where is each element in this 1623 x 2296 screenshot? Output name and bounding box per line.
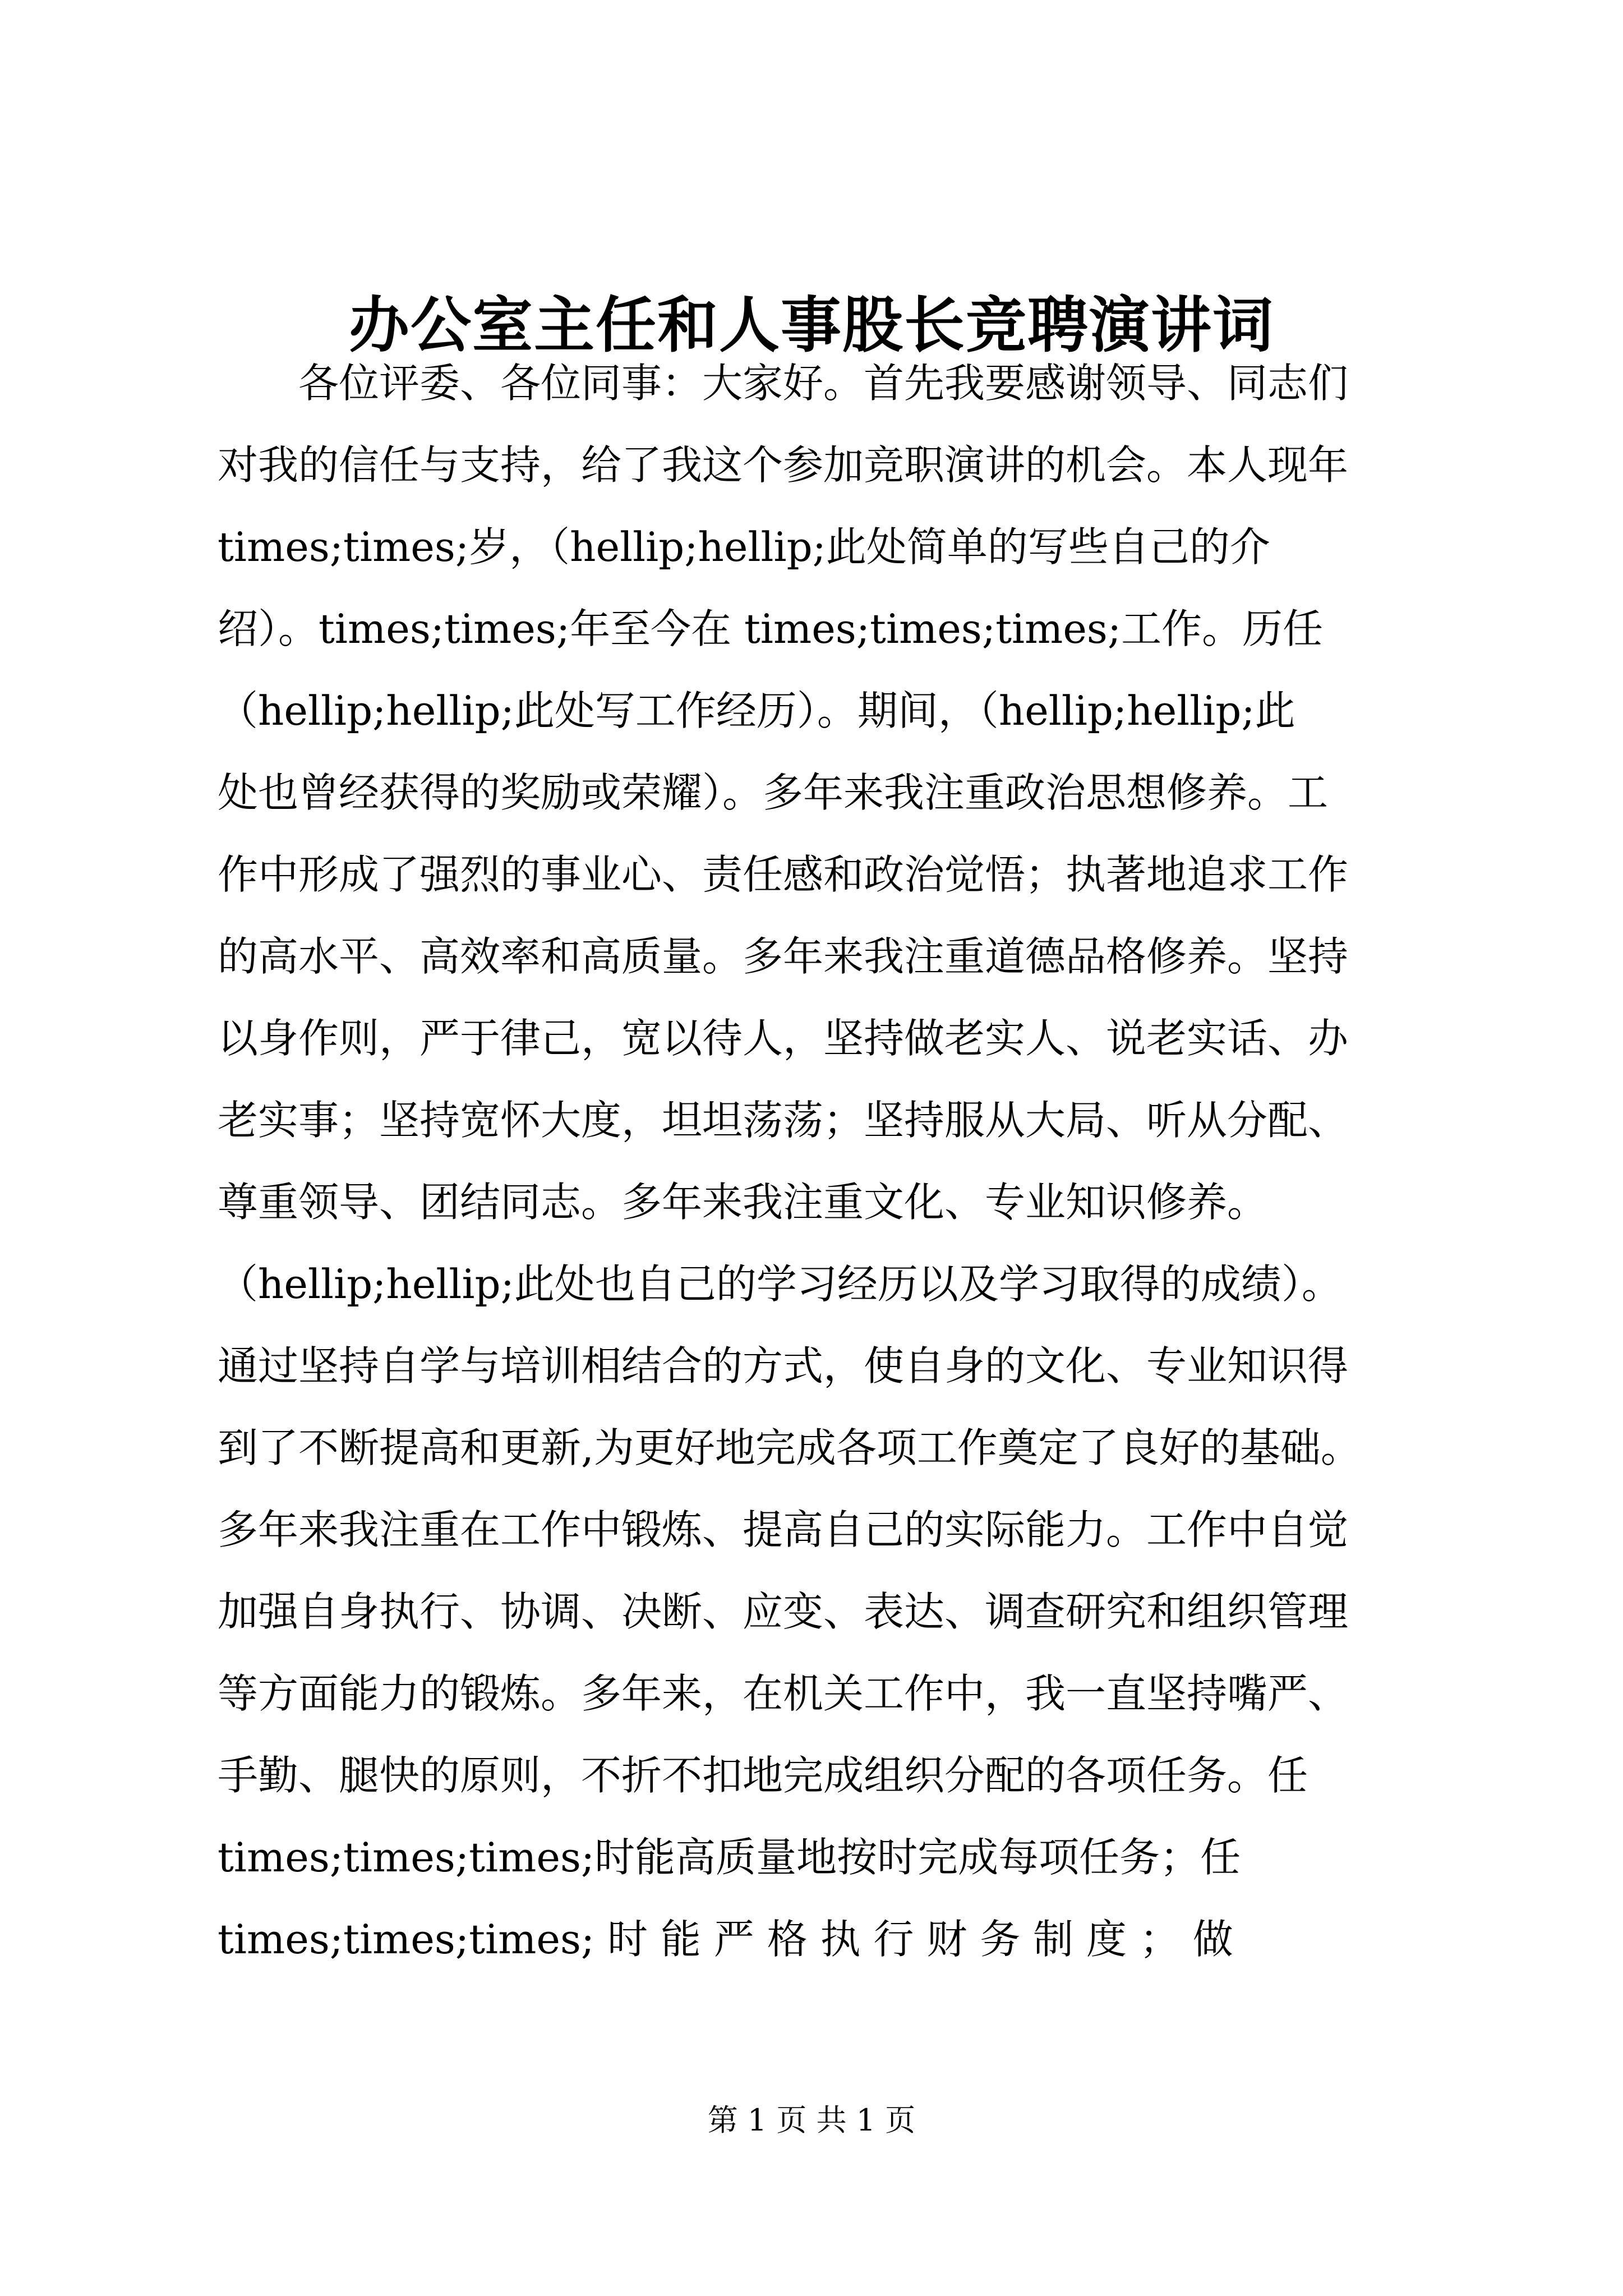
body-line: times;times;times; 时 能 严 格 执 行 财 务 制 度 ； 做 [218, 1916, 1233, 1963]
body-line: 等方面能力的锻炼。多年来，在机关工作中，我一直坚持嘴严、 [218, 1670, 1349, 1717]
body-line: 绍）。times;times;年至今在 times;times;times;工作。历任 [218, 605, 1324, 652]
body-line: 处也曾经获得的奖励或荣耀）。多年来我注重政治思想修养。工 [218, 769, 1329, 816]
body-line: 对我的信任与支持，给了我这个参加竞职演讲的机会。本人现年 [218, 441, 1349, 489]
body-line: 通过坚持自学与培训相结合的方式，使自身的文化、专业知识得 [218, 1342, 1349, 1389]
body-line: 到了不断提高和更新,为更好地完成各项工作奠定了良好的基础。 [218, 1424, 1361, 1471]
body-line: times;times;岁，（hellip;hellip;此处简单的写些自己的介 [218, 523, 1270, 570]
body-line: 的高水平、高效率和高质量。多年来我注重道德品格修养。坚持 [218, 933, 1349, 980]
body-line: 以身作则，严于律己，宽以待人，坚持做老实人、说老实话、办 [218, 1015, 1349, 1062]
page-number-footer: 第 1 页 共 1 页 [707, 2102, 916, 2138]
body-line: （hellip;hellip;此处写工作经历）。期间，（hellip;hellip;此 [218, 687, 1295, 734]
document-title: 办公室主任和人事股长竞聘演讲词 [348, 290, 1274, 361]
body-line: 作中形成了强烈的事业心、责任感和政治觉悟；执著地追求工作 [218, 851, 1349, 898]
body-line: 尊重领导、团结同志。多年来我注重文化、专业知识修养。 [218, 1179, 1268, 1226]
body-line: 手勤、腿快的原则，不折不扣地完成组织分配的各项任务。任 [218, 1752, 1308, 1799]
body-line: 老实事；坚持宽怀大度，坦坦荡荡；坚持服从大局、听从分配、 [218, 1097, 1349, 1144]
body-line: （hellip;hellip;此处也自己的学习经历以及学习取得的成绩）。 [218, 1260, 1342, 1308]
body-line: 多年来我注重在工作中锻炼、提高自己的实际能力。工作中自觉 [218, 1506, 1349, 1553]
body-line: 各位评委、各位同事：大家好。首先我要感谢领导、同志们 [218, 360, 1349, 407]
body-line: times;times;times;时能高质量地按时完成每项任务；任 [218, 1834, 1241, 1881]
body-line: 加强自身执行、协调、决断、应变、表达、调查研究和组织管理 [218, 1588, 1349, 1635]
